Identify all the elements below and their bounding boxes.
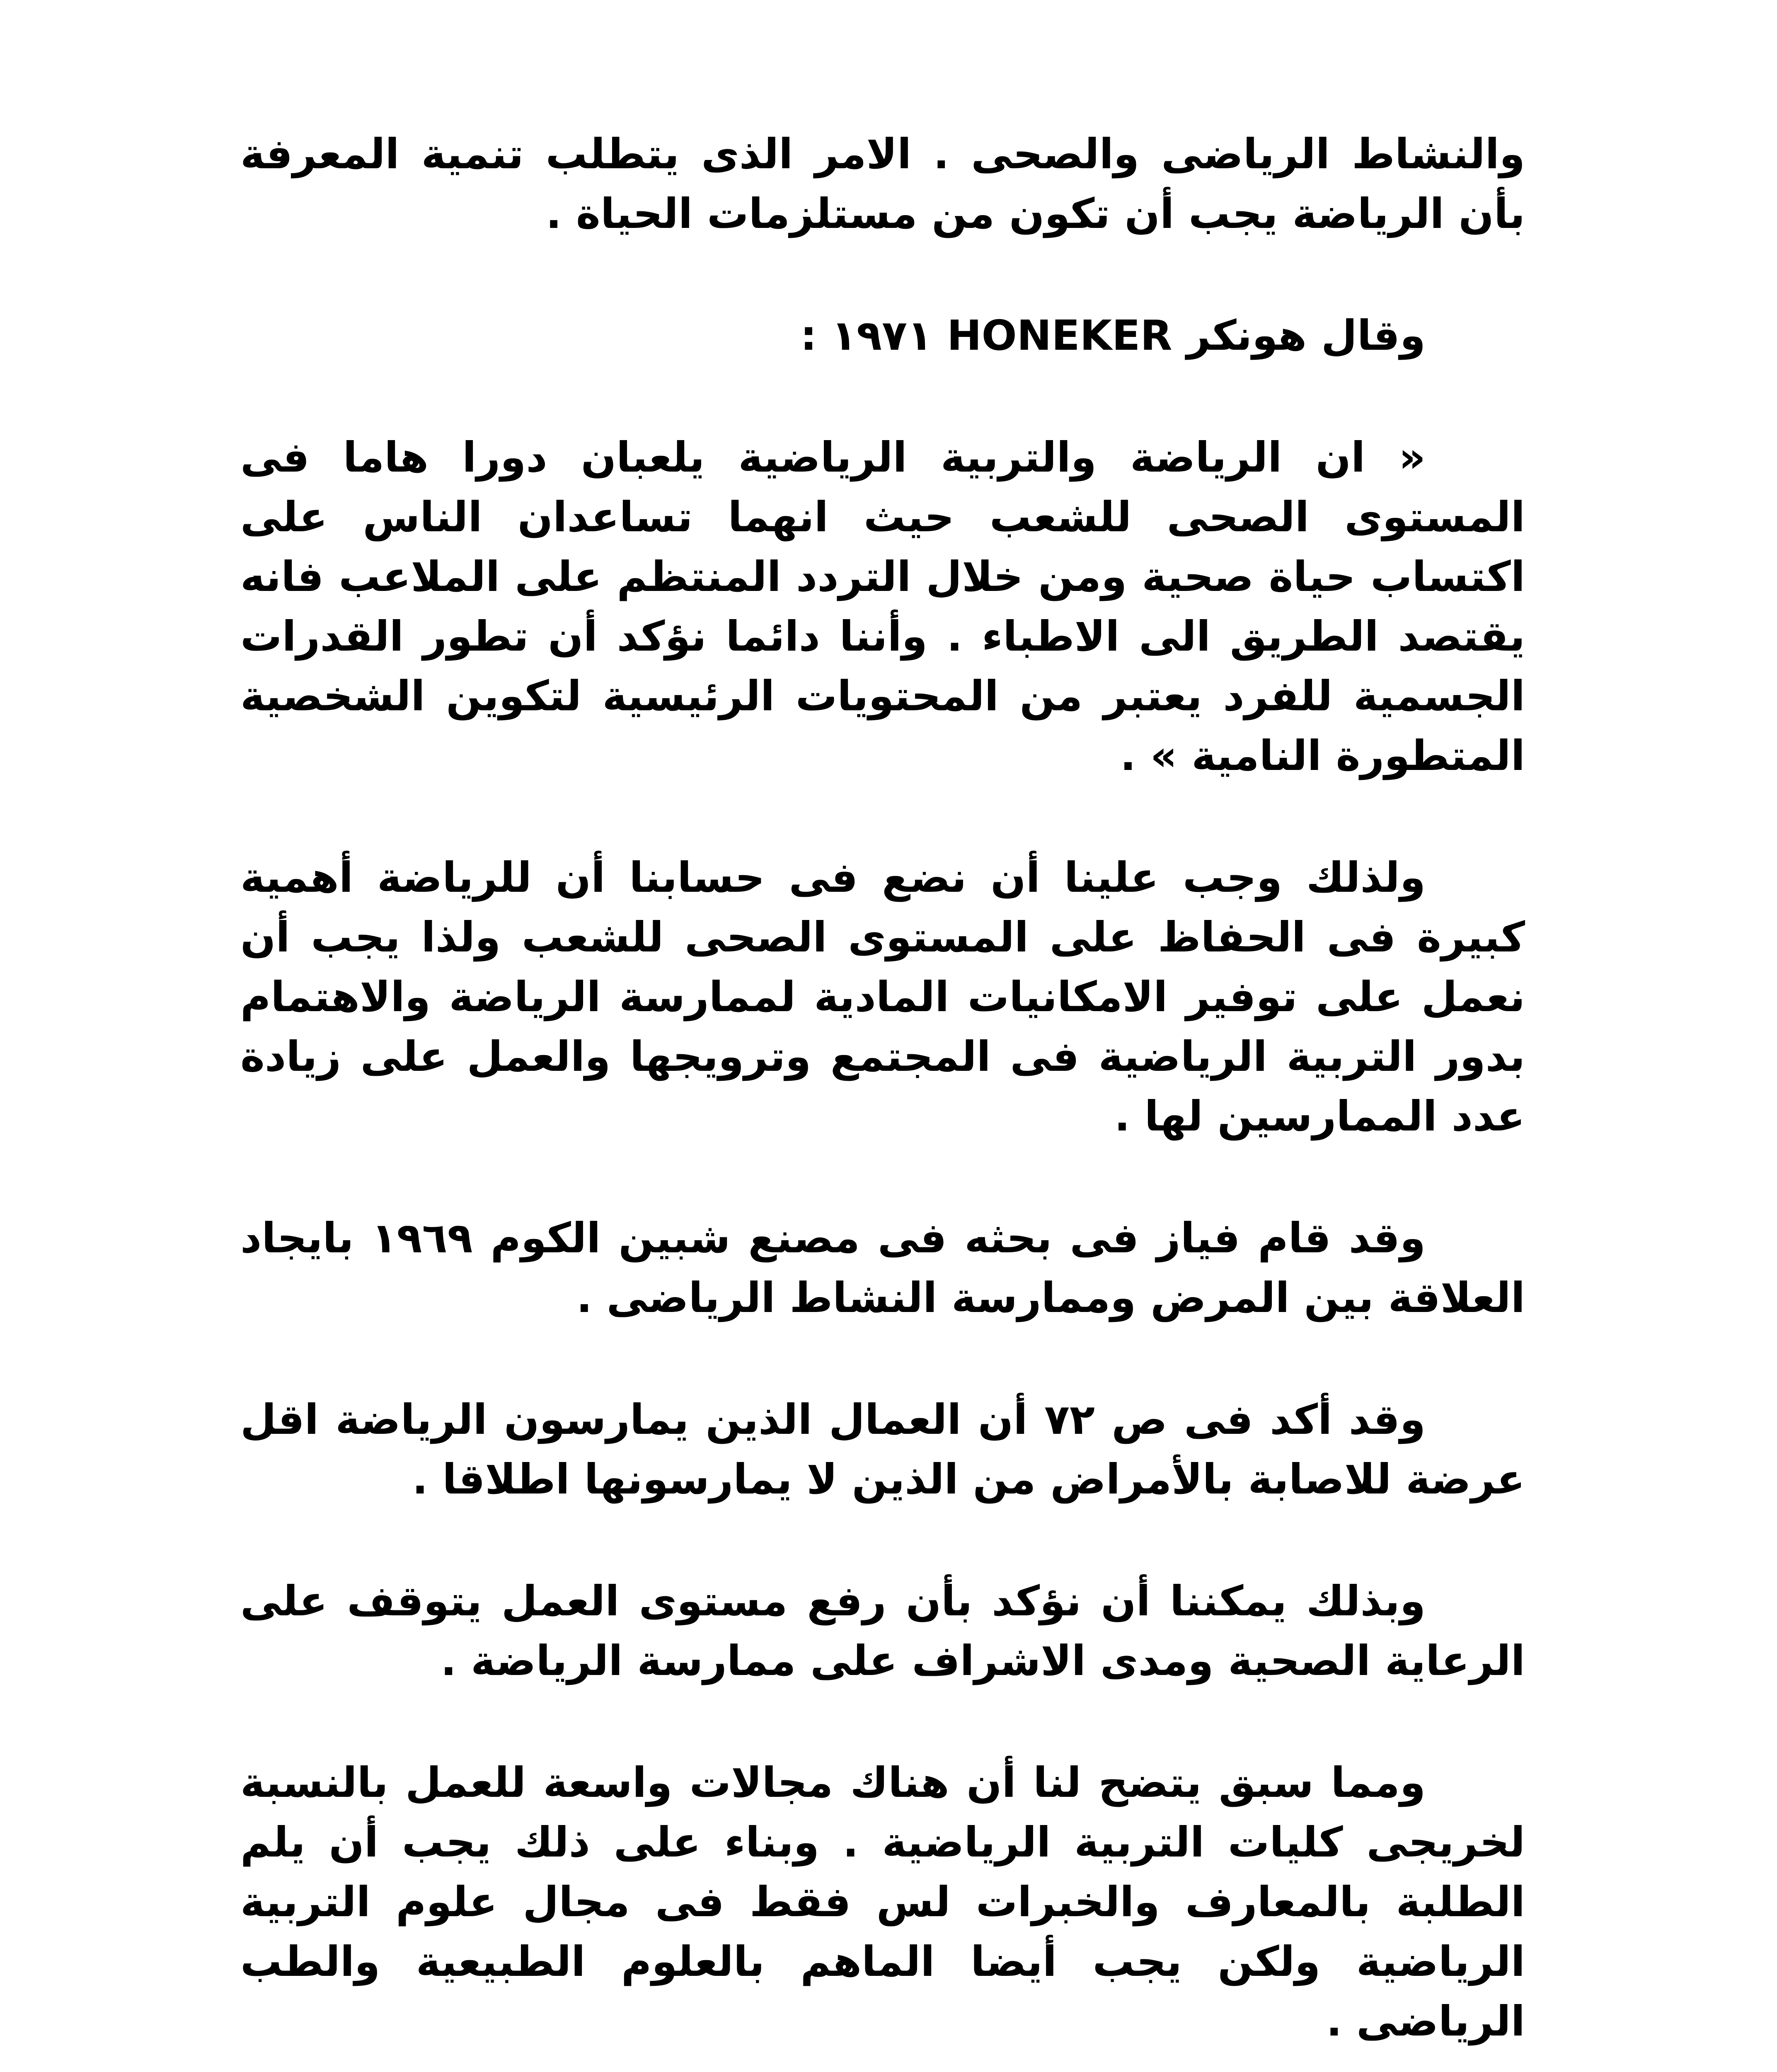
- paragraph-importance-of-sport: ولذلك وجب علينا أن نضع فى حسابنا أن للرياضة أهمية كبيرة فى الحفاظ على المستوى الصحى للشعب ولذا يجب أن نعمل على توفير الامكانيات المادية لممارسة الرياضة والاهتمام بدور التربية الرياضية فى المجتمع وترويجها والعمل على زيادة عدد الممارسين لها .: [240, 853, 1525, 1140]
- paragraph-workers-finding: وقد أكد فى ص ٧٢ أن العمال الذين يمارسون الرياضة اقل عرضة للاصابة بالأمراض من الذين لا يمارسونها اطلاقا .: [240, 1395, 1525, 1503]
- paragraph-honeker-intro: وقال هونكر HONEKER ١٩٧١ :: [800, 311, 1426, 360]
- paragraph-health-care: وبذلك يمكننا أن نؤكد بأن رفع مستوى العمل يتوقف على الرعاية الصحية ومدى الاشراف على ممارسة الرياضة .: [240, 1577, 1525, 1685]
- paragraph-shebin-study: وقد قام فياز فى بحثه فى مصنع شبين الكوم ١٩٦٩ بايجاد العلاقة بين المرض وممارسة النشاط الرياضى .: [240, 1214, 1525, 1322]
- honeker-quote: « ان الرياضة والتربية الرياضية يلعبان دورا هاما فى المستوى الصحى للشعب حيث انهما تساعدان الناس على اكتساب حياة صحية ومن خلال التردد المنتظم على الملاعب فانه يقتصد الطريق الى الاطباء . وأننا دائما نؤكد أن تطور القدرات الجسمية للفرد يعتبر من المحتويات الرئيسية لتكوين الشخصية المتطورة النامية » .: [240, 433, 1525, 780]
- paragraph-sport-health: والنشاط الرياضى والصحى . الامر الذى يتطلب تنمية المعرفة بأن الرياضة يجب أن تكون من مستلزمات الحياة .: [240, 130, 1525, 238]
- paragraph-graduates-fields: ومما سبق يتضح لنا أن هناك مجالات واسعة للعمل بالنسبة لخريجى كليات التربية الرياضية . وبناء على ذلك يجب أن يلم الطلبة بالمعارف والخبرات لس فقط فى مجال علوم التربية الرياضية ولكن يجب أيضا الماهم بالعلوم الطبيعية والطب الرياضى .: [240, 1758, 1525, 2045]
- page-body: [240, 124, 1525, 2072]
